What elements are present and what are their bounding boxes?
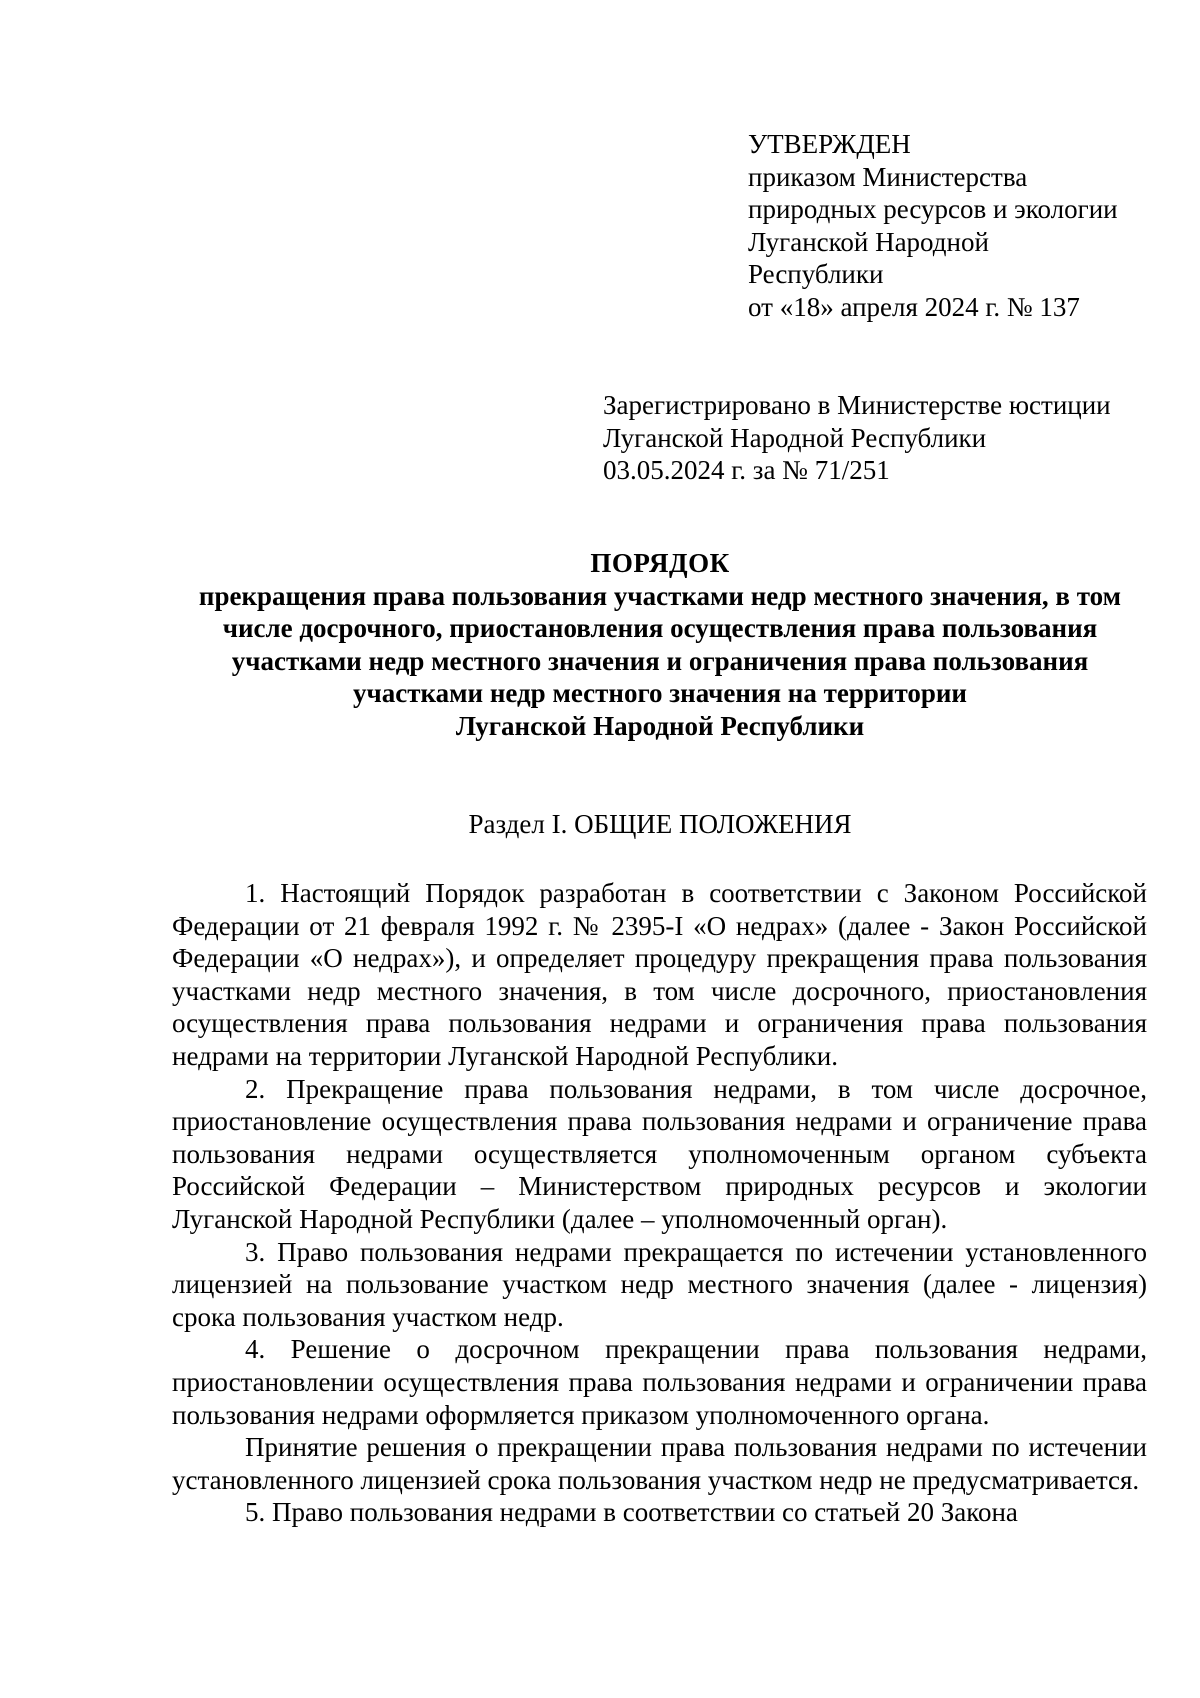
registration-line: 03.05.2024 г. за № 71/251 xyxy=(603,455,890,485)
paragraph: 1. Настоящий Порядок разработан в соответствии с Законом Российской Федерации от 21 февраля 1992 г. № 2395-I «О недрах» (далее - Закон Российской Федерации «О недрах»), и определяет процедуру прекращения права пользования участками недр местного значения, в том числе досрочного, приостановления осуществления права пользования недрами и ограничения права пользования недрами на территории Луганской Народной Республики. xyxy=(172,878,1147,1071)
section-heading: Раздел I. ОБЩИЕ ПОЛОЖЕНИЯ xyxy=(468,809,852,839)
approval-line: Республики xyxy=(748,259,884,289)
document-subtitle-line: участками недр местного значения и ограничения права пользования xyxy=(231,645,1089,676)
paragraph: 3. Право пользования недрами прекращается по истечении установленного лицензией на пользование участком недр местного значения (далее - лицензия) срока пользования участком недр. xyxy=(172,1236,1147,1332)
paragraph: 4. Решение о досрочном прекращении права пользования недрами, приостановлении осуществления права пользования недрами и ограничении права пользования недрами оформляется приказом уполномоченного органа. xyxy=(172,1334,1147,1430)
registration-line: Зарегистрировано в Министерстве юстиции xyxy=(603,390,1111,420)
document-subtitle-line: Луганской Народной Республики xyxy=(455,710,865,741)
approval-line: УТВЕРЖДЕН xyxy=(748,129,911,159)
approval-stamp xyxy=(748,128,1118,323)
approval-line: природных ресурсов и экологии xyxy=(748,194,1118,224)
approval-line: приказом Министерства xyxy=(748,161,1028,192)
paragraph: 5. Право пользования недрами в соответствии со статьей 20 Закона xyxy=(245,1497,1018,1528)
document-subtitle-line: прекращения права пользования участками недр местного значения, в том xyxy=(198,580,1122,611)
registration-line: Луганской Народной Республики xyxy=(603,422,987,453)
paragraph: Принятие решения о прекращении права пользования недрами по истечении установленного лицензией срока пользования участком недр не предусматривается. xyxy=(172,1432,1147,1495)
document-title: ПОРЯДОК xyxy=(590,548,730,578)
document-body xyxy=(172,877,1147,1529)
paragraph: 2. Прекращение права пользования недрами, в том числе досрочное, приостановление осуществления права пользования недрами и ограничение права пользования недрами осуществляется уполномоченным органом субъекта Российской Федерации – Министерством природных ресурсов и экологии Луганской Народной Республики (далее – уполномоченный орган). xyxy=(172,1073,1147,1234)
document-title-block xyxy=(140,547,1180,743)
registration-note xyxy=(603,389,1111,487)
document-subtitle-line: участками недр местного значения на территории xyxy=(353,678,967,709)
approval-line: Луганской Народной xyxy=(748,226,989,257)
approval-line: от «18» апреля 2024 г. № 137 xyxy=(748,291,1080,322)
document-subtitle-line: числе досрочного, приостановления осуществления права пользования xyxy=(222,613,1098,644)
